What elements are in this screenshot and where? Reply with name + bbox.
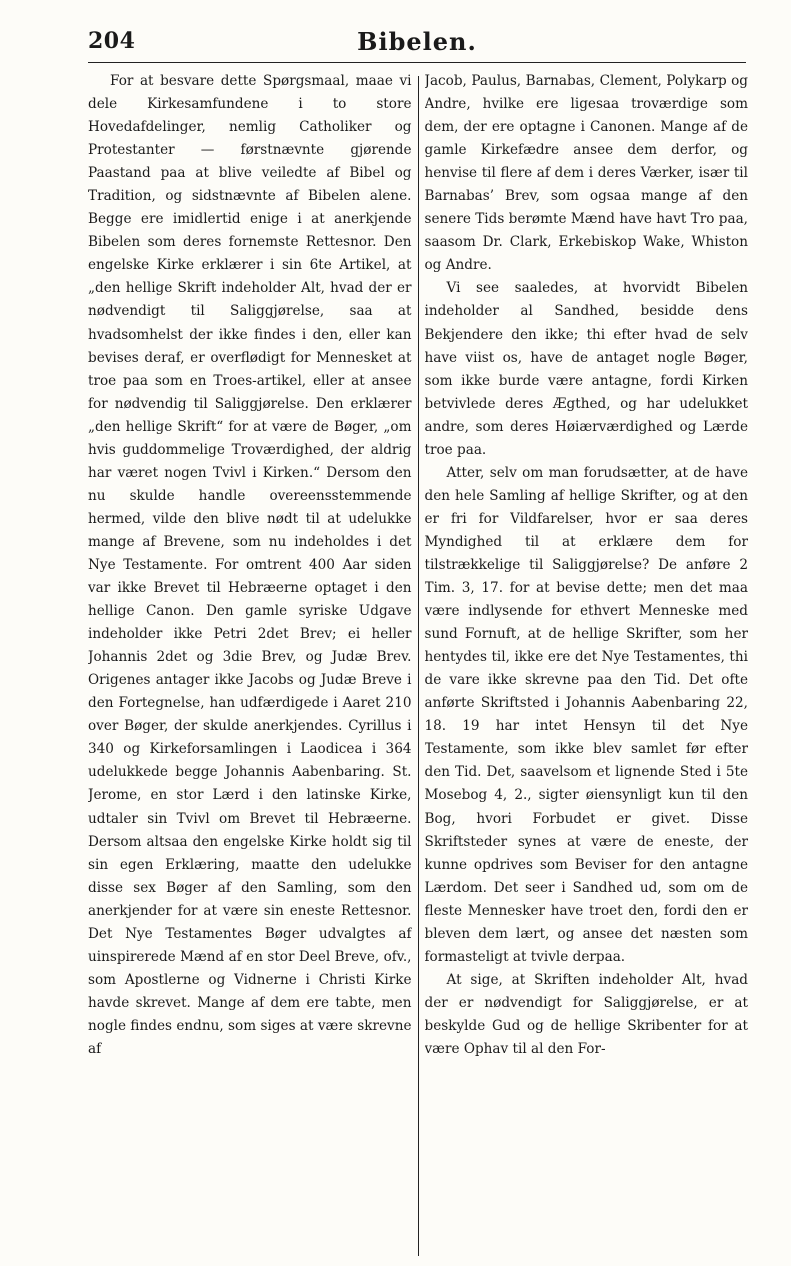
paragraph: At sige, at Skriften indeholder Alt, hvad der er nødvendigt for Saliggjørelse, er at beskylde Gud og de hellige Skribenter for at være Ophav til al den For- xyxy=(424,971,748,1057)
right-column xyxy=(425,70,749,1260)
header-rule xyxy=(88,62,746,63)
paragraph: Jacob, Paulus, Barnabas, Clement, Polykarp og Andre, hvilke ere ligesaa troværdige som dem, der ere optagne i Canonen. Mange af de gamle Kirkefædre ansee dem derfor, og henvise til flere af dem i deres Værker, især til Barnabas’ Brev, som ogsaa mange af den senere Tids berømte Mænd have havt Tro paa, saasom Dr. Clark, Erkebiskop Wake, Whiston og Andre. xyxy=(424,73,748,274)
paragraph: Vi see saaledes, at hvorvidt Bibelen indeholder al Sandhed, besidde dens Bekjendere den ikke; thi efter hvad de selv have viist os, have de antaget nogle Bøger, som ikke burde være antagne, fordi Kirken betvivlede deres Ægthed, og har udelukket andre, som deres Høiærværdighed og Lærde troe paa. xyxy=(424,280,748,458)
text-columns xyxy=(88,70,748,1260)
column-divider xyxy=(418,76,419,1256)
left-column xyxy=(88,70,412,1260)
page-number: 204 xyxy=(88,28,136,54)
running-head: Bibelen. xyxy=(357,26,477,56)
page-header xyxy=(88,22,746,60)
paragraph: Atter, selv om man forudsætter, at de have den hele Samling af hellige Skrifter, og at den er fri for Vildfarelser, hvor er saa deres Myndighed til at erklære dem for tilstrækkelige til Saliggjørelse? De anføre 2 Tim. 3, 17. for at bevise dette; men det maa være indlysende for ethvert Menneske med sund Fornuft, at de hellige Skrifter, som her hentydes til, ikke ere det Nye Testamentes, thi de vare ikke skrevne paa den Tid. Det ofte anførte Skriftsted i Johannis Aabenbaring 22, 18. 19 har intet Hensyn til det Nye Testamente, som ikke blev samlet før efter den Tid. Det, saavelsom et lignende Sted i 5te Mosebog 4, 2., sigter øiensynligt kun til den Bog, hvori Forbudet er givet. Disse Skriftsteder synes at være de eneste, der kunne opdrives som Beviser for den antagne Lærdom. Det seer i Sandhed ud, som om de fleste Mennesker have troet den, fordi den er bleven dem lært, og ansee det næsten som formasteligt at tvivle derpaa. xyxy=(424,464,748,965)
paragraph: For at besvare dette Spørgsmaal, maae vi dele Kirkesamfundene i to store Hovedafdelinger, nemlig Catholiker og Protestanter — førstnævnte gjørende Paastand paa at blive veiledte af Bibel og Tradition, og sidstnævnte af Bibelen alene. Begge ere imidlertid enige i at anerkjende Bibelen som deres fornemste Rettesnor. Den engelske Kirke erklærer i sin 6te Artikel, at „den hellige Skrift indeholder Alt, hvad der er nødvendigt til Saliggjørelse, saa at hvadsomhelst der ikke findes i den, eller kan bevises deraf, er overflødigt for Mennesket at troe paa som en Troes-artikel, eller at ansee for nødvendig til Saliggjørelse. Den erklærer „den hellige Skrift“ for at være de Bøger, „om hvis guddommelige Troværdighed, der aldrig har været nogen Tvivl i Kirken.“ Dersom den nu skulde handle overeensstemmende hermed, vilde den blive nødt til at udelukke mange af Brevene, som nu indeholdes i det Nye Testamente. For omtrent 400 Aar siden var ikke Brevet til Hebræerne optaget i den hellige Canon. Den gamle syriske Udgave indeholder ikke Petri 2det Brev; ei heller Johannis 2det og 3die Brev, og Judæ Brev. Origenes antager ikke Jacobs og Judæ Breve i den Fortegnelse, han udfærdigede i Aaret 210 over Bøger, der skulde anerkjendes. Cyrillus i 340 og Kirkeforsamlingen i Laodicea i 364 udelukkede begge Johannis Aabenbaring. St. Jerome, en stor Lærd i den latinske Kirke, udtaler sin Tvivl om Brevet til Hebræerne. Dersom altsaa den engelske Kirke holdt sig til sin egen Erklæring, maatte den udelukke disse sex Bøger af den Samling, som den anerkjender for at være sin eneste Rettesnor. Det Nye Testamentes Bøger udvalgtes af uinspirerede Mænd af en stor Deel Breve, ofv., som Apostlerne og Vidnerne i Christi Kirke havde skrevet. Mange af dem ere tabte, men nogle findes endnu, som siges at være skrevne af xyxy=(88,73,412,1057)
